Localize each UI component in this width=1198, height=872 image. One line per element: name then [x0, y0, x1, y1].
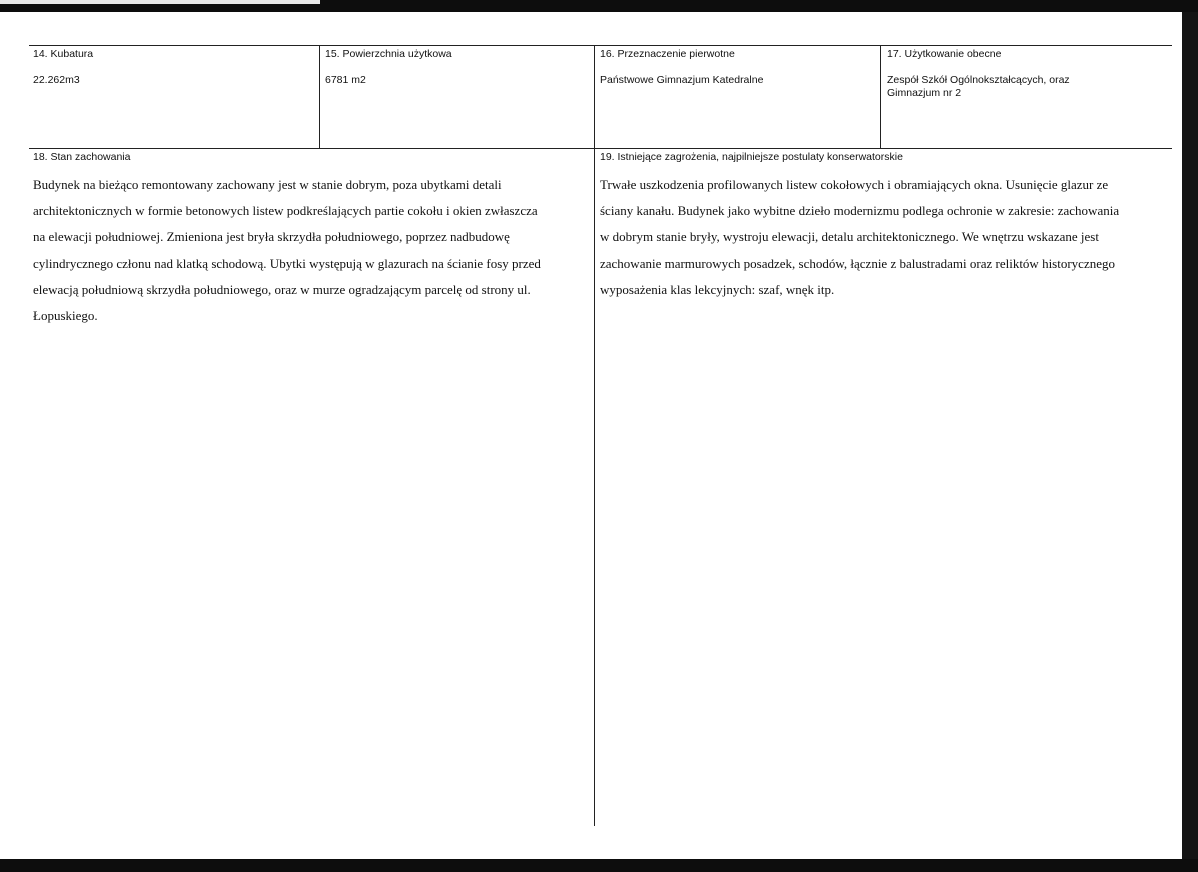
field-16-label: 16. Przeznaczenie pierwotne: [600, 48, 735, 60]
field-17-value-line1: Zespół Szkół Ogólnokształcących, oraz: [887, 74, 1070, 86]
field-18-text: [33, 172, 589, 329]
field-17-label: 17. Użytkowanie obecne: [887, 48, 1002, 60]
scan-right-border: [1182, 12, 1198, 859]
field-19-text: [600, 172, 1172, 303]
scan-top-border: [0, 0, 1198, 12]
field-14-label: 14. Kubatura: [33, 48, 94, 60]
text-line: Budynek na bieżąco remontowany zachowany jest w stanie dobrym, poza ubytkami detali: [33, 177, 502, 192]
text-line: elewacją południową skrzydła południowego, oraz w murze ogradzającym parcelę od strony ul.: [33, 281, 531, 297]
scan-bottom-border: [0, 859, 1198, 872]
text-line: cylindrycznego członu nad klatką schodową. Ubytki występują w glazurach na ścianie fosy przed: [33, 255, 541, 271]
row2-top-rule: [29, 148, 1172, 149]
text-line: ściany kanału. Budynek jako wybitne dzieło modernizmu podlega ochronie w zakresie: zachowania: [600, 203, 1120, 219]
text-line: architektonicznych w formie betonowych listew podkreślających partie cokołu i okien zwłaszcza: [33, 203, 538, 219]
col-divider-main: [594, 148, 595, 826]
text-line: w dobrym stanie bryły, wystroju elewacji, detalu architektonicznego. We wnętrzu wskazane jest: [600, 229, 1099, 245]
field-15-value: 6781 m2: [325, 74, 366, 86]
text-line: na elewacji południowej. Zmieniona jest bryła skrzydła południowego, poprzez nadbudowę: [33, 229, 510, 245]
col-divider-3: [880, 45, 881, 148]
col-divider-2: [594, 45, 595, 148]
row1-top-rule: [29, 45, 1172, 46]
form-page: [0, 12, 1198, 859]
field-19-label: 19. Istniejące zagrożenia, najpilniejsze postulaty konserwatorskie: [600, 151, 903, 163]
text-line: Trwałe uszkodzenia profilowanych listew cokołowych i obramiających okna. Usunięcie glazur ze: [600, 177, 1109, 192]
col-divider-1: [319, 45, 320, 148]
field-17-value-line2: Gimnazjum nr 2: [887, 87, 962, 99]
text-line: Łopuskiego.: [33, 308, 98, 324]
field-15-label: 15. Powierzchnia użytkowa: [325, 48, 452, 60]
field-18-label: 18. Stan zachowania: [33, 151, 131, 163]
field-16-value: Państwowe Gimnazjum Katedralne: [600, 74, 764, 86]
text-line: zachowanie marmurowych posadzek, schodów, łącznie z balustradami oraz reliktów historycznego: [600, 255, 1115, 271]
text-line: wyposażenia klas lekcyjnych: szaf, wnęk itp.: [600, 281, 835, 297]
field-14-value: 22.262m3: [33, 74, 80, 86]
